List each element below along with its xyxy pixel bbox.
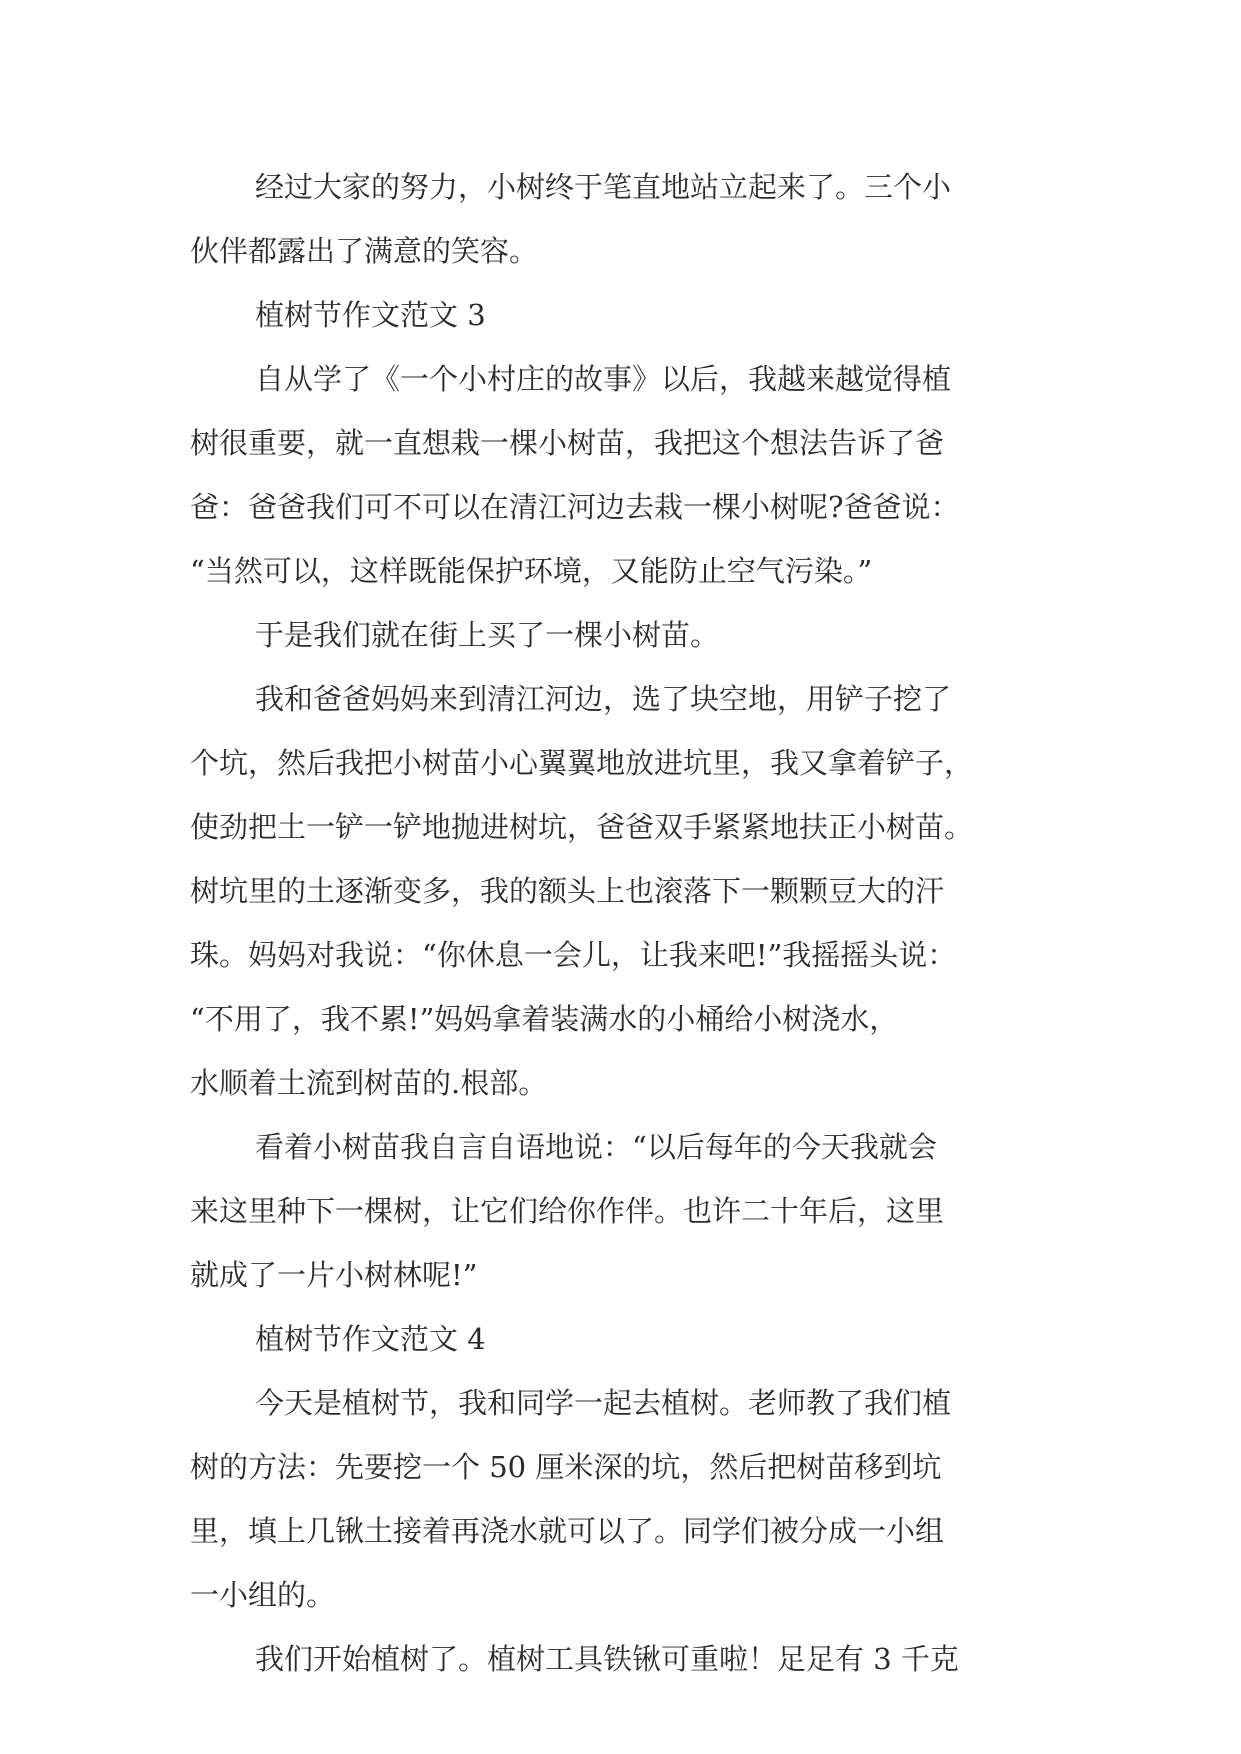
heading-text: 植树节作文范文 4 (255, 1322, 486, 1356)
section-heading (190, 1307, 1050, 1371)
section-heading (190, 283, 1050, 347)
text-line: 看着小树苗我自言自语地说：“以后每年的今天我就会 (255, 1130, 937, 1164)
paragraph (190, 1371, 1050, 1627)
text-line: 经过大家的努力，小树终于笔直地站立起来了。三个小 (255, 170, 952, 204)
paragraph (190, 1115, 1050, 1307)
text-line: “不用了，我不累!”妈妈拿着装满水的小桶给小树浇水， (190, 1002, 899, 1036)
paragraph (190, 1627, 1050, 1691)
document-body (190, 155, 1050, 1691)
text-line: 我和爸爸妈妈来到清江河边，选了块空地，用铲子挖了 (255, 682, 952, 716)
text-line: 里，填上几锹土接着再浇水就可以了。同学们被分成一小组 (190, 1514, 945, 1548)
paragraph (190, 347, 1050, 603)
text-line: 今天是植树节，我和同学一起去植树。老师教了我们植 (255, 1386, 952, 1420)
text-line: 于是我们就在街上买了一棵小树苗。 (255, 618, 720, 652)
text-line: 水顺着土流到树苗的.根部。 (190, 1066, 548, 1100)
text-line: 一小组的。 (190, 1578, 336, 1612)
text-line: 我们开始植树了。植树工具铁锹可重啦！足足有 3 千克 (255, 1642, 959, 1676)
heading-text: 植树节作文范文 3 (255, 298, 486, 332)
text-line: 来这里种下一棵树，让它们给你作伴。也许二十年后，这里 (190, 1194, 945, 1228)
text-line: 自从学了《一个小村庄的故事》以后，我越来越觉得植 (255, 362, 952, 396)
paragraph (190, 155, 1050, 283)
text-line: “当然可以，这样既能保护环境，又能防止空气污染。” (190, 554, 873, 588)
text-line: 使劲把土一铲一铲地抛进树坑，爸爸双手紧紧地扶正小树苗。 (190, 810, 974, 844)
text-line: 树很重要，就一直想栽一棵小树苗，我把这个想法告诉了爸 (190, 426, 945, 460)
text-line: 树坑里的土逐渐变多，我的额头上也滚落下一颗颗豆大的汗 (190, 874, 945, 908)
paragraph (190, 667, 1050, 1115)
text-line: 伙伴都露出了满意的笑容。 (190, 234, 539, 268)
text-line: 就成了一片小树林呢!” (190, 1258, 478, 1292)
text-line: 爸：爸爸我们可不可以在清江河边去栽一棵小树呢?爸爸说： (190, 490, 960, 524)
text-line: 珠。妈妈对我说：“你休息一会儿，让我来吧!”我摇摇头说： (190, 938, 957, 972)
text-line: 树的方法：先要挖一个 50 厘米深的坑，然后把树苗移到坑 (190, 1450, 942, 1484)
paragraph (190, 603, 1050, 667)
text-line: 个坑，然后我把小树苗小心翼翼地放进坑里，我又拿着铲子， (190, 746, 974, 780)
